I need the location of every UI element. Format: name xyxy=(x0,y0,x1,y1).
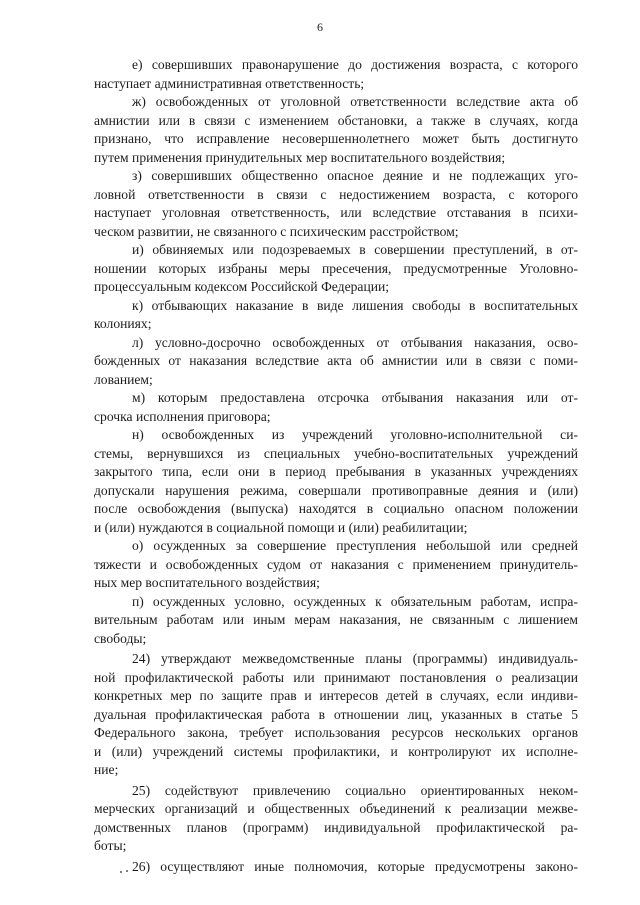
text-line: ческом развитии, не связанного с психическим расстройством; xyxy=(94,223,459,239)
text-line: боты; xyxy=(94,838,127,853)
text-line: стемы, вернувшихся из специальных учебно-воспитательных учреждений xyxy=(94,445,578,461)
text-line: срочка исполнения приговора; xyxy=(94,408,271,424)
text-line: мерческих организаций и общественных объединений к реализации межве- xyxy=(94,801,578,816)
document-body xyxy=(94,56,578,876)
scan-mark xyxy=(120,870,130,874)
text-line: ношении которых избраны меры пресечения, предусмотренные Уголовно- xyxy=(94,260,578,276)
page-number: 6 xyxy=(317,20,323,34)
text-line: ние; xyxy=(94,762,119,777)
text-line: допускали нарушения режима, совершали противоправные деяния и (или) xyxy=(94,482,578,498)
text-line: Федерального закона, требует использования ресурсов нескольких органов xyxy=(94,725,578,740)
text-line: наступает административная ответственность; xyxy=(94,75,365,91)
text-line: процессуальным кодексом Российской Федерации; xyxy=(94,279,390,294)
text-line: колониях; xyxy=(94,316,152,331)
text-line: з) совершивших общественно опасное деяние и не подлежащих уго- xyxy=(132,168,578,183)
text-line: дуальная профилактическая работа в отношении лиц, указанных в статье 5 xyxy=(94,706,578,722)
text-line: е) совершивших правонарушение до достижения возраста, с которого xyxy=(132,57,578,72)
text-line: н) освобожденных из учреждений уголовно-исполнительной си- xyxy=(132,427,578,442)
text-line: конкретных мер по защите прав и интересов детей в случаях, если индиви- xyxy=(94,688,578,703)
text-line: к) отбывающих наказание в виде лишения свободы в воспитательных xyxy=(132,297,578,313)
text-line: о) осужденных за совершение преступления небольшой или средней xyxy=(132,538,578,553)
text-line: ж) освобожденных от уголовной ответственности вследствие акта об xyxy=(132,94,578,109)
text-line: 25) содействуют привлечению социально ориентированных неком- xyxy=(132,782,578,798)
text-line: вительным работам или иным мерам наказания, не связанным с лишением xyxy=(94,612,578,627)
text-line: ных мер воспитательного воздействия; xyxy=(94,575,320,590)
text-line: закрытого типа, если они в период пребывания в указанных учреждениях xyxy=(94,464,578,479)
text-line: м) которым предоставлена отсрочка отбывания наказания или от- xyxy=(132,390,578,405)
text-line: п) осужденных условно, осужденных к обязательным работам, испра- xyxy=(132,593,578,609)
text-line: божденных от наказания вследствие акта об амнистии или в связи с поми- xyxy=(94,353,578,368)
text-line: свободы; xyxy=(94,630,147,646)
text-line: и (или) нуждаются в социальной помощи и (или) реабилитации; xyxy=(94,519,468,535)
text-line: наступает уголовная ответственность, или вследствие отставания в психи- xyxy=(94,205,578,220)
text-line: после освобождения (выпуска) находятся в социально опасном положении xyxy=(94,501,578,516)
text-line: признано, что исправление несовершеннолетнего может быть достигнуто xyxy=(94,131,578,146)
text-line: путем применения принудительных мер воспитательного воздействия; xyxy=(94,149,506,165)
text-line: 24) утверждают межведомственные планы (программы) индивидуаль- xyxy=(132,651,578,666)
text-line: и (или) учреждений системы профилактики, и контролируют их исполне- xyxy=(94,743,578,759)
text-line: л) условно-досрочно освобожденных от отбывания наказания, осво- xyxy=(132,334,578,350)
text-line: лованием; xyxy=(94,371,153,387)
text-line: домственных планов (программ) индивидуальной профилактической ра- xyxy=(94,819,578,835)
text-line: амнистии или в связи с изменением обстановки, а также в случаях, когда xyxy=(94,112,578,128)
text-line: ной профилактической работы или принимают постановления о реализации xyxy=(94,669,578,685)
text-line: 26) осуществляют иные полномочия, которые предусмотрены законо- xyxy=(132,858,578,874)
text-line: ловной ответственности в связи с недостижением возраста, с которого xyxy=(94,186,578,202)
text-line: и) обвиняемых или подозреваемых в совершении преступлений, в от- xyxy=(132,242,578,257)
text-line: тяжести и освобожденных судом от наказания с применением принудитель- xyxy=(94,556,578,572)
